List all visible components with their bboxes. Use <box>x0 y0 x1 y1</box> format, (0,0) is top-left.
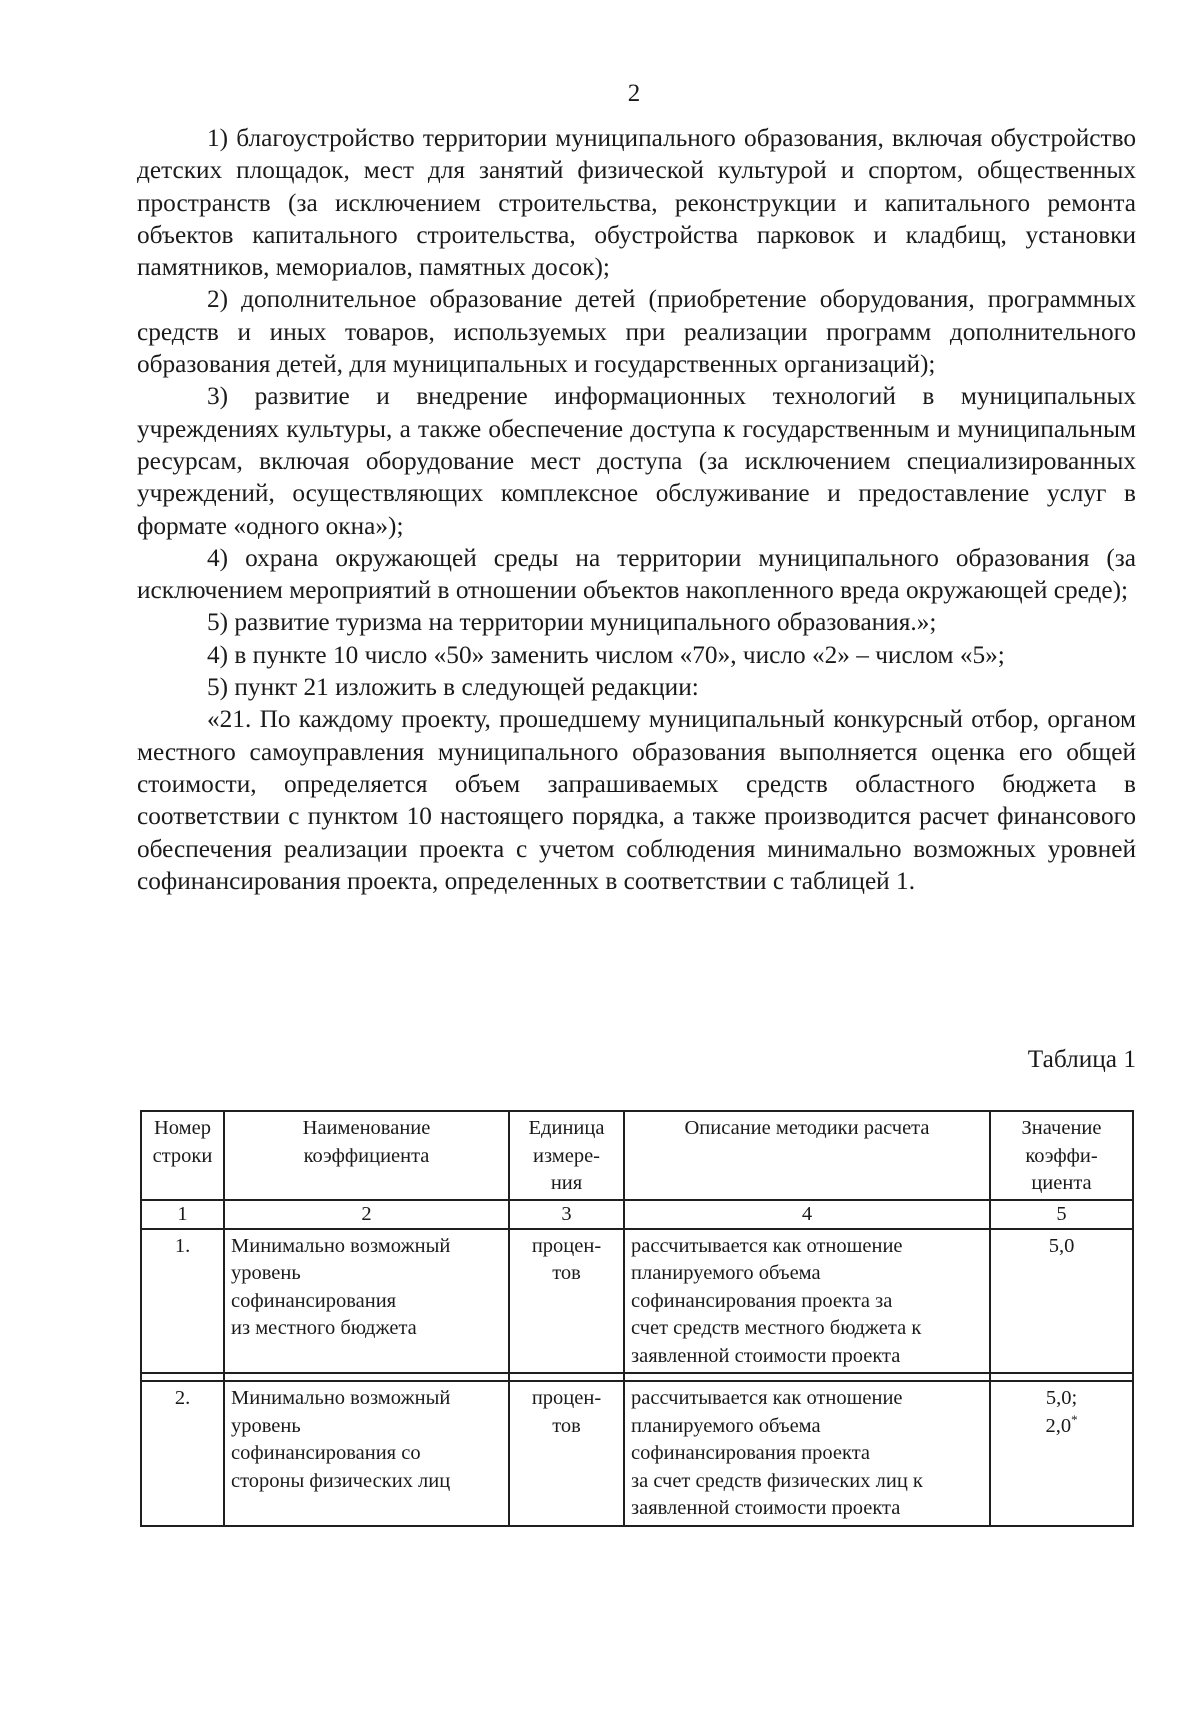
table-row <box>141 1229 1133 1374</box>
paragraph: 5) пункт 21 изложить в следующей редакции: <box>207 673 699 702</box>
table-caption: Таблица 1 <box>1027 1045 1136 1073</box>
unit-cell: процен- тов <box>509 1229 624 1374</box>
table-row <box>141 1381 1133 1526</box>
paragraph: «21. По каждому проекту, прошедшему муниципальный конкурсный отбор, органом местного самоуправления муниципального образования выполняется оценка его общей стоимости, определяется объем запрашиваемых средств областного бюджета в соответствии с пунктом 10 настоящего порядка, а также производится расчет финансового обеспечения реализации проекта с учетом соблюдения минимально возможных уровней софинансирования проекта, определенных в соответствии с таблицей 1. <box>137 705 1136 895</box>
column-number-row <box>141 1200 1133 1229</box>
value-cell: 5,0; 2,0* <box>990 1381 1133 1526</box>
paragraph: 4) охрана окружающей среды на территории муниципального образования (за исключением мероприятий в отношении объектов накопленного вреда окружающей среде); <box>137 543 1136 605</box>
paragraph: 5) развитие туризма на территории муниципального образования.»; <box>207 608 937 637</box>
body-text <box>137 122 1136 897</box>
paragraph: 1) благоустройство территории муниципального образования, включая обустройство детских площадок, мест для занятий физической культурой и спортом, общественных пространств (за исключением строительства, реконструкции и капитального ремонта объектов капитального строительства, обустройства парковок и кладбищ, установки памятников, мемориалов, памятных досок); <box>137 124 1136 282</box>
column-number: 2 <box>224 1200 509 1229</box>
paragraph: 4) в пункте 10 число «50» заменить числом «70», число «2» – числом «5»; <box>207 640 1005 669</box>
row-number: 1. <box>141 1229 224 1374</box>
header-coefficient-name: Наименование коэффициента <box>224 1111 509 1200</box>
coefficient-name: Минимально возможный уровень софинансирования со стороны физических лиц <box>224 1381 509 1526</box>
footnote-mark: * <box>1071 1411 1078 1427</box>
paragraph: 2) дополнительное образование детей (приобретение оборудования, программных средств и иных товаров, используемых при реализации программ дополнительного образования детей, для муниципальных и государственных организаций); <box>137 285 1136 379</box>
column-number: 5 <box>990 1200 1133 1229</box>
column-number: 4 <box>624 1200 990 1229</box>
coefficient-name: Минимально возможный уровень софинансирования из местного бюджета <box>224 1229 509 1374</box>
value-with-footnote: 2,0* <box>1045 1411 1078 1437</box>
row-number: 2. <box>141 1381 224 1526</box>
unit-cell: процен- тов <box>509 1381 624 1526</box>
column-number: 1 <box>141 1200 224 1229</box>
row-gap <box>141 1373 1133 1381</box>
header-value: Значение коэффи- циента <box>990 1111 1133 1200</box>
coefficient-table <box>140 1110 1134 1527</box>
method-cell: рассчитывается как отношение планируемого объема софинансирования проекта за счет средств физических лиц к заявленной стоимости проекта <box>624 1381 990 1526</box>
value-cell: 5,0 <box>990 1229 1133 1374</box>
paragraph: 3) развитие и внедрение информационных технологий в муниципальных учреждениях культуры, а также обеспечение доступа к государственным и муниципальным ресурсам, включая оборудование мест доступа (за исключением специализированных учреждений, осуществляющих комплексное обслуживание и предоставление услуг в формате «одного окна»); <box>137 382 1136 540</box>
method-cell: рассчитывается как отношение планируемого объема софинансирования проекта за счет средств местного бюджета к заявленной стоимости проекта <box>624 1229 990 1374</box>
column-number: 3 <box>509 1200 624 1229</box>
page-number: 2 <box>627 80 641 107</box>
header-row-number: Номер строки <box>141 1111 224 1200</box>
header-method: Описание методики расчета <box>624 1111 990 1200</box>
header-unit: Единица измере- ния <box>509 1111 624 1200</box>
table-header-row <box>141 1111 1133 1200</box>
